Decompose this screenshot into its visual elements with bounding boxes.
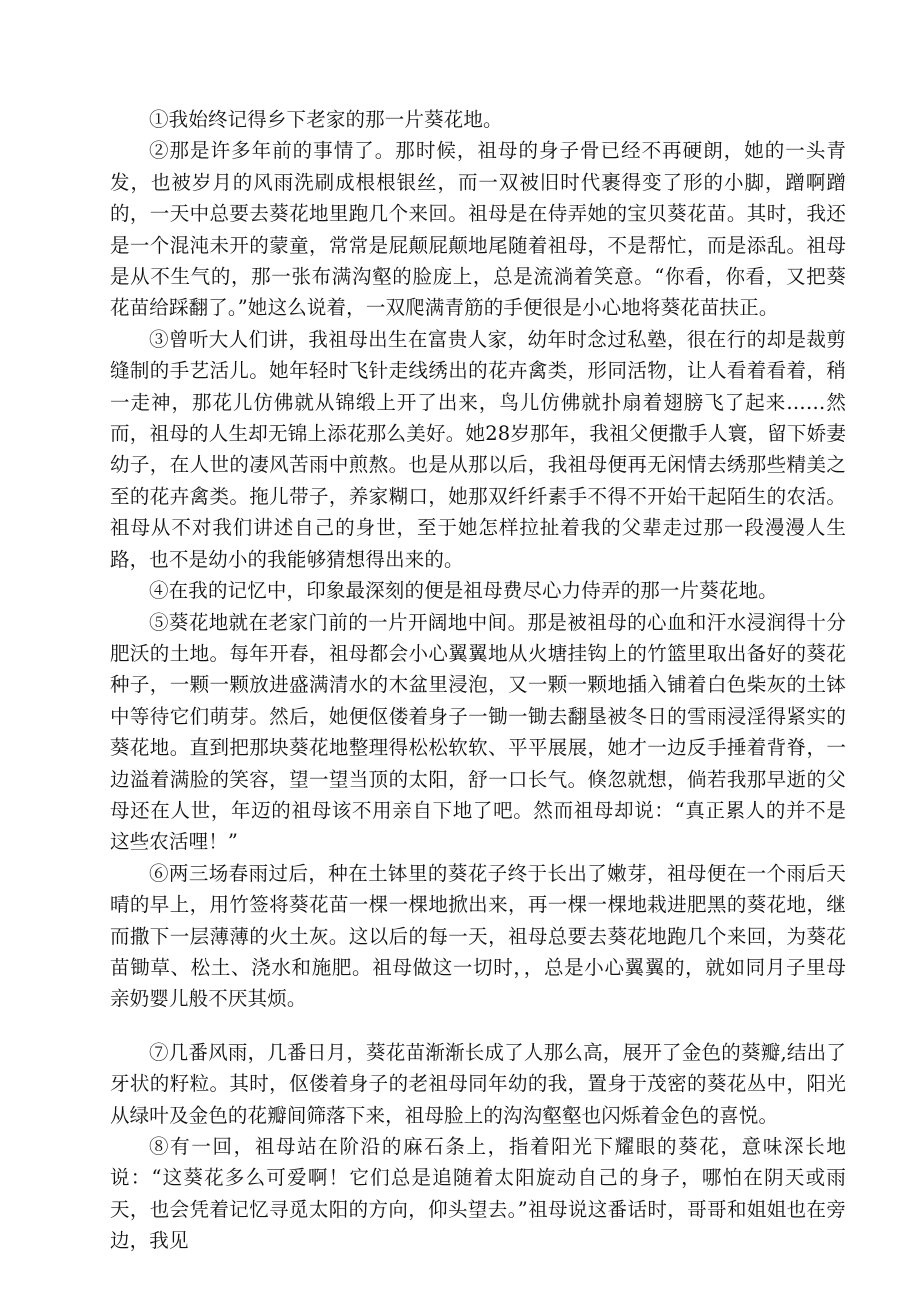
- paragraph-4: ④在我的记忆中，印象最深刻的便是祖母费尽心力侍弄的那一片葵花地。: [149, 579, 778, 603]
- article-body: [110, 104, 846, 1257]
- paragraph-7: ⑦几番风雨，几番日月，葵花苗渐渐长成了人那么高，展开了金色的葵瓣,结出了牙状的籽粒。其时，伛偻着身子的老祖母同年幼的我，置身于茂密的葵花丛中，阳光从绿叶及金色的花瓣间筛落下来，祖母脸上的沟沟壑壑也闪烁着金色的喜悦。: [110, 1040, 846, 1127]
- paragraph-1: ①我始终记得乡下老家的那一片葵花地。: [149, 108, 503, 131]
- paragraph-2: ②那是许多年前的事情了。那时候，祖母的身子骨已经不再硬朗，她的一头青发，也被岁月的风雨洗刷成根根银丝，而一双被旧时代裹得变了形的小脚，蹭啊蹭的，一天中总要去葵花地里跑几个来回。祖母是在侍弄她的宝贝葵花苗。其时，我还是一个混沌未开的蒙童，常常是屁颠屁颠地尾随着祖母，不是帮忙，而是添乱。祖母是从不生气的，那一张布满沟壑的脸庞上，总是流淌着笑意。“你看，你看，又把葵花苗给踩翻了。”她这么说着，一双爬满青筋的手便很是小心地将葵花苗扶正。: [110, 139, 846, 320]
- paragraph-8: ⑧有一回，祖母站在阶沿的麻石条上，指着阳光下耀眼的葵花，意味深长地说：“这葵花多么可爱啊！它们总是追随着太阳旋动自己的身子，哪怕在阴天或雨天，也会凭着记忆寻觅太阳的方向，仰头望去。”祖母说这番话时，哥哥和姐姐也在旁边，我见: [110, 1135, 846, 1253]
- paragraph-5: ⑤葵花地就在老家门前的一片开阔地中间。那是被祖母的心血和汗水浸润得十分肥沃的土地。每年开春，祖母都会小心翼翼地从火塘挂钩上的竹篮里取出备好的葵花种子，一颗一颗放进盛满清水的木盆里浸泡，又一颗一颗地插入铺着白色柴灰的土钵中等待它们萌芽。然后，她便伛偻着身子一锄一锄去翻垦被冬日的雪雨浸淫得紧实的葵花地。直到把那块葵花地整理得松松软软、平平展展，她才一边反手捶着背脊，一边溢着满脸的笑容，望一望当顶的太阳，舒一口长气。倏忽就想，倘若我那早逝的父母还在人世，年迈的祖母该不用亲自下地了吧。然而祖母却说：“真正累人的并不是这些农活哩！”: [110, 610, 846, 854]
- paragraph-3: ③曾听大人们讲，我祖母出生在富贵人家，幼年时念过私塾，很在行的却是裁剪缝制的手艺活儿。她年轻时飞针走线绣出的花卉禽类，形同活物，让人看着看着，稍一走神，那花儿仿佛就从锦缎上开了出来，鸟儿仿佛就扑扇着翅膀飞了起来……然而，祖母的人生却无锦上添花那么美好。她28岁那年，我祖父便撒手人寰，留下娇妻幼子，在人世的凄风苦雨中煎熬。也是从那以后，我祖母便再无闲情去绣那些精美之至的花卉禽类。拖儿带子，养家糊口，她那双纤纤素手不得不开始干起陌生的农活。祖母从不对我们讲述自己的身世，至于她怎样拉扯着我的父辈走过那一段漫漫人生路，也不是幼小的我能够猜想得出来的。: [110, 327, 846, 571]
- paragraph-6: ⑥两三场春雨过后，种在土钵里的葵花子终于长出了嫩芽，祖母便在一个雨后天晴的早上，用竹签将葵花苗一棵一棵地掀出来，再一棵一棵地栽进肥黑的葵花地，继而撒下一层薄薄的火土灰。这以后的每一天，祖母总要去葵花地跑几个来回，为葵花苗锄草、松土、浇水和施肥。祖母做这一切时，，总是小心翼翼的，就如同月子里母亲奶婴儿般不厌其烦。: [110, 861, 846, 1011]
